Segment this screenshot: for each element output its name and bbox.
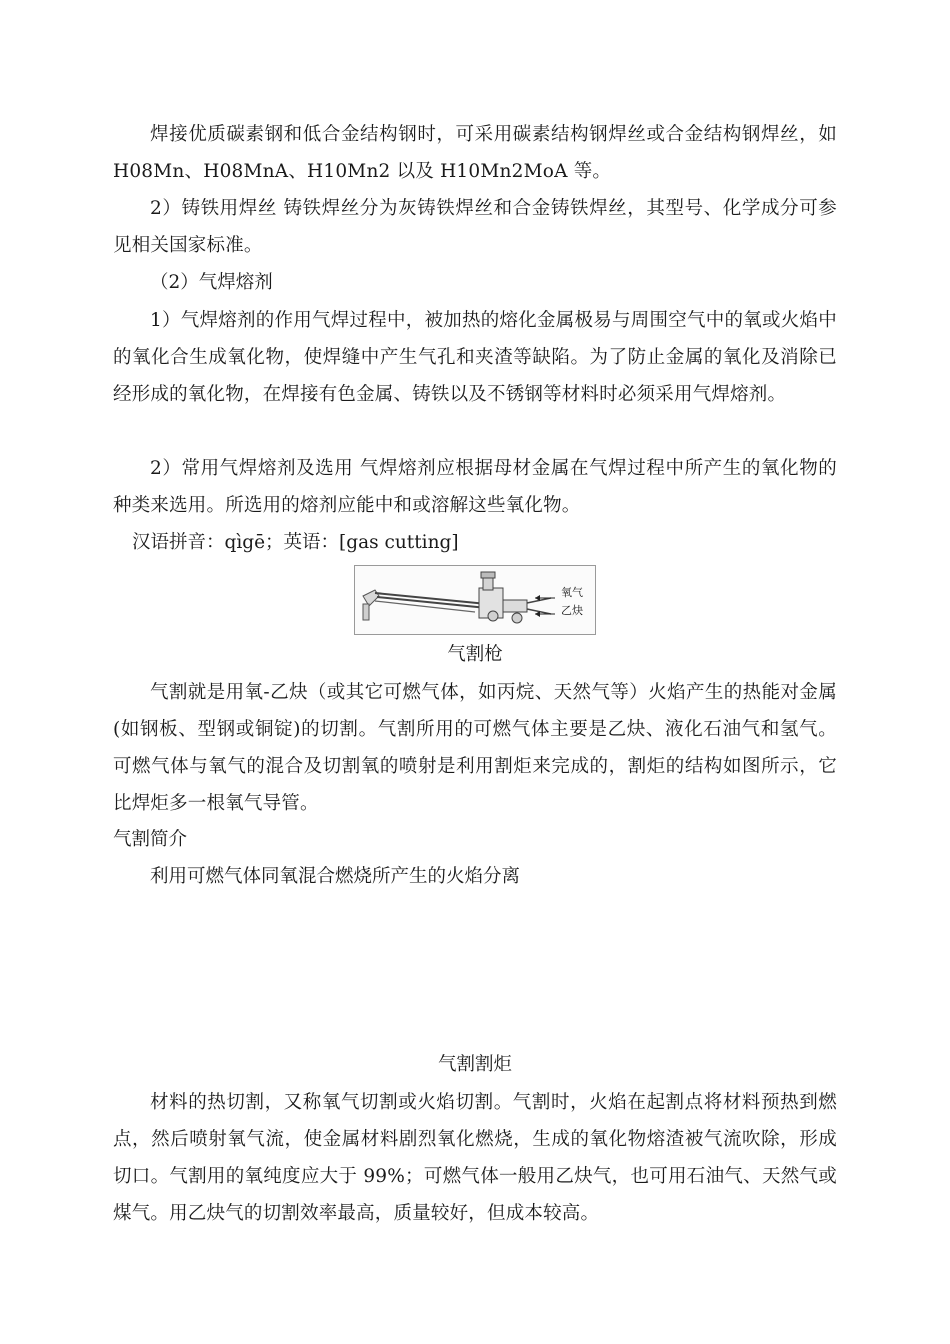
heading-gas-cutting-intro: 气割简介: [113, 829, 188, 850]
paragraph-welding-wire: 焊接优质碳素钢和低合金结构钢时，可采用碳素结构钢焊丝或合金结构钢焊丝，如 H08Mn、H08MnA、H10Mn2 以及 H10Mn2MoA 等。: [113, 124, 837, 182]
label-oxygen: 氧气: [561, 586, 583, 599]
cutting-torch-figure: [354, 565, 596, 635]
figure-caption-cutting-gun: 气割枪: [447, 644, 503, 665]
label-acetylene: 乙炔: [561, 604, 583, 617]
paragraph-gas-cutting-definition: 气割就是用氧-乙炔（或其它可燃气体，如丙烷、天然气等）火焰产生的热能对金属(如钢板、型钢或铜锭)的切割。气割所用的可燃气体主要是乙炔、液化石油气和氢气。可燃气体与氧气的混合及切割氧的喷射是利用割炬来完成的，割炬的结构如图所示，它比焊炬多一根氧气导管。: [113, 682, 837, 814]
cutting-torch-illustration: [355, 566, 595, 634]
paragraph-thermal-cutting: [113, 1084, 837, 1232]
paragraph-flux-function: 1）气焊熔剂的作用气焊过程中，被加热的熔化金属极易与周围空气中的氧或火焰中的氧化合生成氧化物，使焊缝中产生气孔和夹渣等缺陷。为了防止金属的氧化及消除已经形成的氧化物，在焊接有色金属、铸铁以及不锈钢等材料时必须采用气焊熔剂。: [113, 310, 837, 405]
figure-caption-cutting-torch: 气割割炬: [437, 1054, 512, 1075]
paragraph-thermal-cutting-text: 材料的热切割，又称氧气切割或火焰切割。气割时，火焰在起割点将材料预热到燃点，然后喷射氧气流，使金属材料剧烈氧化燃烧，生成的氧化物熔渣被气流吹除，形成切口。气割用的氧纯度应大于 99%；可燃气体一般用乙炔气，也可用石油气、天然气或煤气。用乙炔气的切割效率最高，质量较好，但成本较高。: [113, 1092, 837, 1224]
paragraph-flux-selection: 2）常用气焊熔剂及选用 气焊熔剂应根据母材金属在气焊过程中所产生的氧化物的种类来选用。所选用的熔剂应能中和或溶解这些氧化物。: [113, 458, 837, 516]
paragraph-intro-start: 利用可燃气体同氧混合燃烧所产生的火焰分离: [150, 866, 521, 887]
heading-gas-welding-flux: （2）气焊熔剂: [150, 272, 273, 293]
paragraph-cast-iron-wire: 2）铸铁用焊丝 铸铁焊丝分为灰铸铁焊丝和合金铸铁焊丝，其型号、化学成分可参见相关国家标准。: [113, 198, 837, 256]
pinyin-english-line: 汉语拼音：qìgē；英语：[gas cutting]: [132, 532, 459, 553]
